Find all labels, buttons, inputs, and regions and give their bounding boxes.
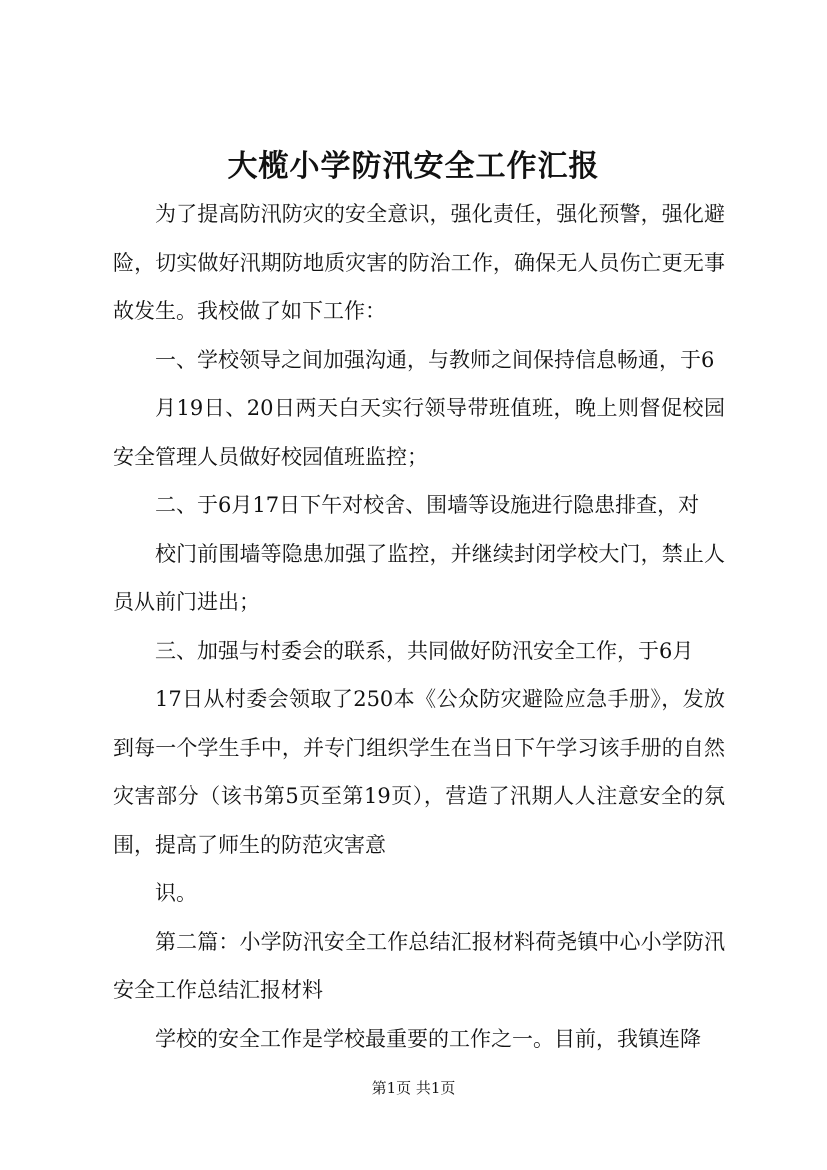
- paragraph: 三、加强与村委会的联系，共同做好防汛安全工作，于6月: [155, 638, 694, 663]
- paragraph: 学校的安全工作是学校最重要的工作之一。目前，我镇连降: [155, 1026, 701, 1051]
- paragraph: 识。: [155, 881, 197, 905]
- paragraph: 二、于6月17日下午对校舍、围墙等设施进行隐患排查，对: [155, 493, 700, 517]
- paragraph: 第二篇：小学防汛安全工作总结汇报材料荷尧镇中心小学防汛安全工作总结汇报材料: [113, 929, 725, 1002]
- page-number-footer: 第1页 共1页: [371, 1079, 456, 1097]
- paragraph: 17日从村委会领取了250本《公众防灾避险应急手册》，发放到每一个学生手中，并专门组织学生在当日下午学习该手册的自然灾害部分（该书第5页至第19页），营造了汛期人人注意安全的氛围，提高了师生的防范灾害意: [113, 687, 725, 857]
- document-body: [113, 190, 725, 1063]
- paragraph: 一、学校领导之间加强沟通，与教师之间保持信息畅通，于6: [155, 347, 715, 372]
- paragraph: 为了提高防汛防灾的安全意识，强化责任，强化预警，强化避险，切实做好汛期防地质灾害的防治工作，确保无人员伤亡更无事故发生。我校做了如下工作：: [113, 202, 725, 323]
- paragraph: 校门前围墙等隐患加强了监控，并继续封闭学校大门，禁止人员从前门进出；: [113, 541, 725, 614]
- document-title: 大榄小学防汛安全工作汇报: [227, 149, 600, 184]
- paragraph: 月19日、20日两天白天实行领导带班值班，晚上则督促校园安全管理人员做好校园值班监控；: [113, 396, 725, 469]
